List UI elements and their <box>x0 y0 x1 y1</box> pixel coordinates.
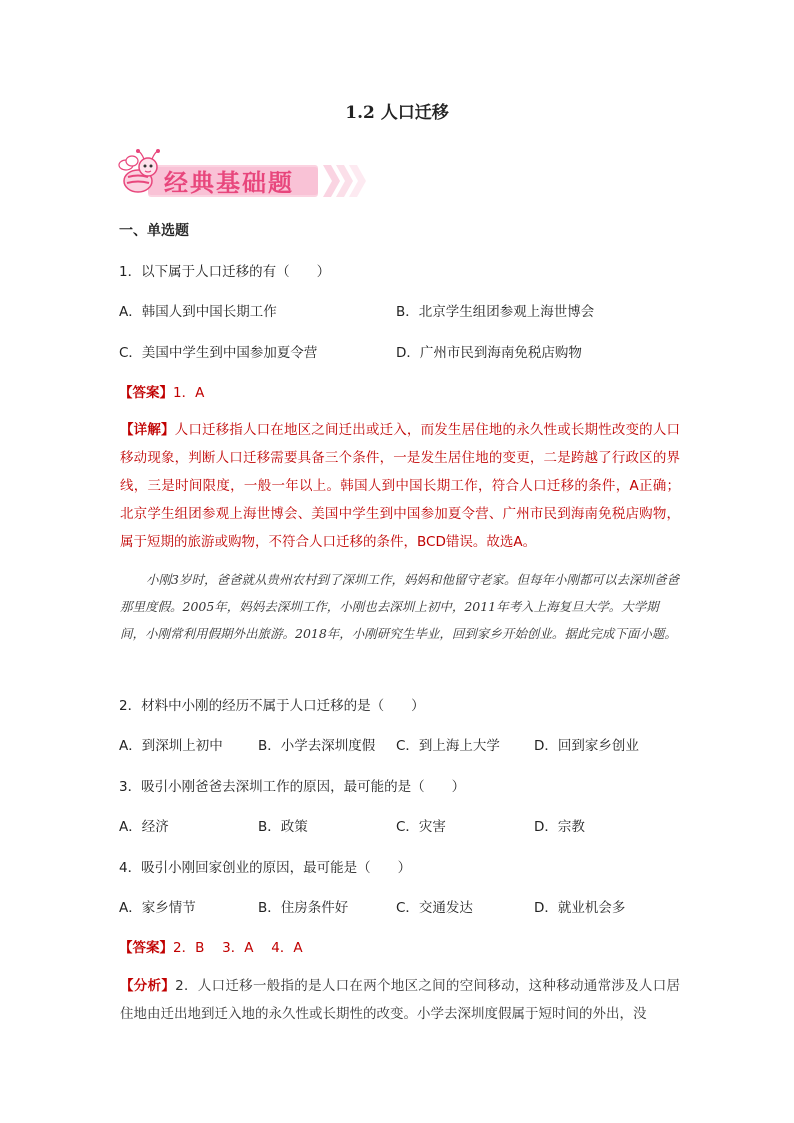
question-2-stem: 2．材料中小刚的经历不属于人口迁移的是（ ） <box>119 698 425 714</box>
question-4-stem: 4．吸引小刚回家创业的原因，最可能是（ ） <box>119 860 412 876</box>
q1-option-d: D．广州市民到海南免税店购物 <box>396 345 582 361</box>
q3-option-d: D．宗教 <box>534 819 585 835</box>
material-text: 小刚3岁时，爸爸就从贵州农村到了深圳工作，妈妈和他留守老家。但每年小刚都可以去深圳爸爸那里度假。2005年，妈妈去深圳工作，小刚也去深圳上初中，2011年考入上海复旦大学。大学期间，小刚常利用假期外出旅游。2018年，小刚研究生毕业，回到家乡开始创业。据此完成下面小题。 <box>120 572 679 641</box>
answer-label: 【答案】 <box>119 940 173 956</box>
q1-option-a: A．韩国人到中国长期工作 <box>119 304 277 320</box>
banner-text: 经典基础题 <box>164 169 294 197</box>
answer-2-4 <box>119 936 303 956</box>
q2-option-c: C．到上海上大学 <box>396 738 500 754</box>
q4-option-c: C．交通发达 <box>396 900 473 916</box>
material-passage <box>120 566 680 647</box>
answer-label: 【答案】 <box>119 385 173 401</box>
analysis <box>120 972 680 1028</box>
detail-label: 【详解】 <box>120 422 175 438</box>
q4-option-b: B．住房条件好 <box>258 900 349 916</box>
q4-option-d: D．就业机会多 <box>534 900 626 916</box>
page-title: 1.2 人口迁移 <box>345 103 449 123</box>
q2-option-a: A．到深圳上初中 <box>119 738 223 754</box>
q3-option-c: C．灾害 <box>396 819 446 835</box>
question-3-stem: 3．吸引小刚爸爸去深圳工作的原因，最可能的是（ ） <box>119 779 466 795</box>
q2-option-b: B．小学去深圳度假 <box>258 738 376 754</box>
analysis-label: 【分析】 <box>120 978 176 994</box>
question-1-stem: 1．以下属于人口迁移的有（ ） <box>119 264 331 280</box>
detail-1 <box>120 416 680 556</box>
answer-value: 2．B 3．A 4．A <box>173 940 303 956</box>
detail-text: 人口迁移指人口在地区之间迁出或迁入，而发生居住地的永久性或长期性改变的人口移动现象，判断人口迁移需要具备三个条件，一是发生居住地的变更，二是跨越了行政区的界线，三是时间限度，一般一年以上。韩国人到中国长期工作，符合人口迁移的条件，A正确；北京学生组团参观上海世博会、美国中学生到中国参加夏令营、广州市民到海南免税店购物，属于短期的旅游或购物，不符合人口迁移的条件，BCD错误。故选A。 <box>120 422 681 550</box>
q1-option-b: B．北京学生组团参观上海世博会 <box>396 304 595 320</box>
q1-option-c: C．美国中学生到中国参加夏令营 <box>119 345 318 361</box>
q3-option-b: B．政策 <box>258 819 308 835</box>
section-banner <box>118 147 378 197</box>
analysis-text: 2．人口迁移一般指的是人口在两个地区之间的空间移动，这种移动通常涉及人口居住地由迁出地到迁入地的永久性或长期性的改变。小学去深圳度假属于短时间的外出，没 <box>120 978 680 1022</box>
q4-option-a: A．家乡情节 <box>119 900 196 916</box>
answer-1 <box>119 381 204 401</box>
section-heading: 一、单选题 <box>119 223 189 239</box>
q3-option-a: A．经济 <box>119 819 169 835</box>
answer-value: 1．A <box>173 385 205 401</box>
q2-option-d: D．回到家乡创业 <box>534 738 639 754</box>
